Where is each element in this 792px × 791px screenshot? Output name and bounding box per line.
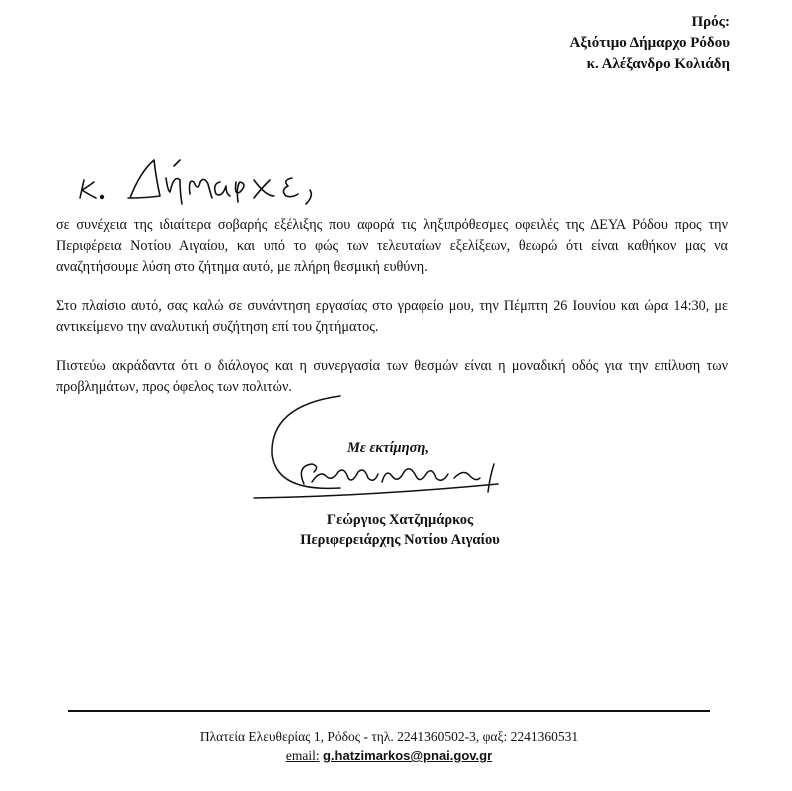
- email-link[interactable]: g.hatzimarkos@pnai.gov.gr: [322, 748, 493, 763]
- email-label: email:: [285, 748, 320, 763]
- footer-divider: [68, 710, 710, 712]
- to-label: Πρός:: [691, 14, 730, 30]
- signer-title: Περιφερειάρχης Νοτίου Αιγαίου: [300, 532, 500, 548]
- recipient-title: Αξιότιμο Δήμαρχο Ρόδου: [569, 35, 730, 51]
- addressee-block: [570, 12, 730, 75]
- letter-body: [56, 215, 728, 416]
- body-paragraph-3: Πιστεύω ακράδαντα ότι ο διάλογος και η συνεργασία των θεσμών είναι η μοναδική οδός για την επίλυση των προβλημάτων, προς όφελος των πολιτών.: [56, 358, 728, 395]
- body-paragraph-1: σε συνέχεια της ιδιαίτερα σοβαρής εξέλιξης που αφορά τις ληξιπρόθεσμες οφειλές της ΔΕΥΑ Ρόδου προς την Περιφέρεια Νοτίου Αιγαίου, και υπό το φώς των τελευταίων εξελίξεων, θεωρώ ότι είναι καθήκον μας να αναζητήσουμε λύση στο ζήτημα αυτό, με πλήρη θεσμική ευθύνη.: [56, 217, 728, 275]
- body-paragraph-2: Στο πλαίσιο αυτό, σας καλώ σε συνάντηση εργασίας στο γραφείο μου, την Πέμπτη 26 Ιουνίου και ώρα 14:30, με αντικείμενο την αναλυτική συζήτηση επί του ζητήματος.: [56, 298, 728, 335]
- signer-name: Γεώργιος Χατζημάρκος: [326, 512, 474, 528]
- recipient-name: κ. Αλέξανδρο Κολιάδη: [586, 56, 730, 72]
- footer: [68, 727, 710, 765]
- closing-regards: Με εκτίμηση,: [347, 440, 429, 456]
- footer-address: Πλατεία Ελευθερίας 1, Ρόδος - τηλ. 2241360502-3, φαξ: 2241360531: [199, 729, 579, 744]
- footer-email-line: [68, 746, 710, 765]
- handwritten-salutation: [70, 152, 330, 212]
- signer-block: [285, 510, 515, 550]
